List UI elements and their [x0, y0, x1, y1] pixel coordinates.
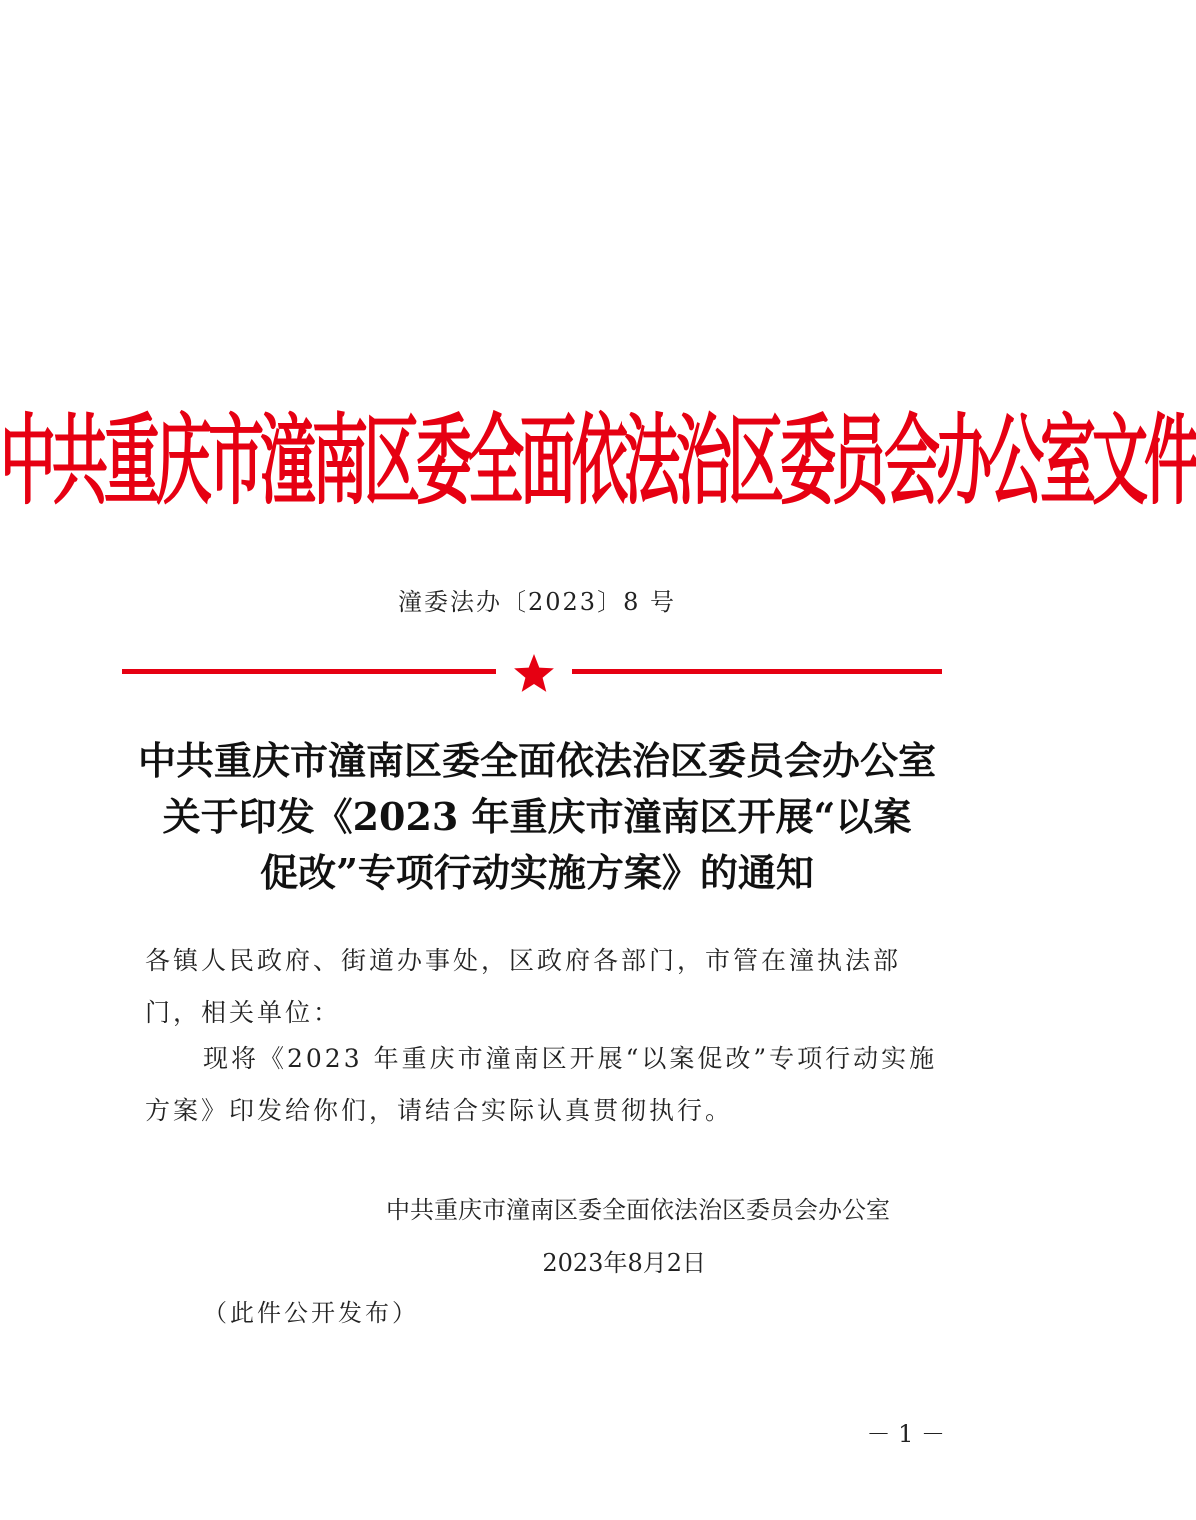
- red-divider-right: [572, 669, 942, 674]
- document-title: [100, 733, 974, 901]
- masthead-title: [0, 398, 1196, 528]
- page-number: － 1 －: [866, 1420, 945, 1448]
- public-release-note: （此件公开发布）: [203, 1299, 419, 1327]
- body-paragraph: 现将《2023 年重庆市潼南区开展“以案促改”专项行动实施方案》印发给你们，请结合实际认真贯彻执行。: [145, 1044, 938, 1125]
- document-number: 潼委法办〔2023〕8 号: [398, 588, 676, 616]
- title-line-1: 中共重庆市潼南区委全面依法治区委员会办公室: [137, 738, 936, 783]
- masthead-text: 中共重庆市潼南区委全面依法治区委员会办公室文件: [0, 405, 1196, 519]
- title-line-3: 促改”专项行动实施方案》的通知: [260, 850, 814, 895]
- signature-date: 2023年8月2日: [542, 1249, 706, 1277]
- red-divider-left: [122, 669, 496, 674]
- signature-organization: 中共重庆市潼南区委全面依法治区委员会办公室: [386, 1196, 890, 1224]
- star-icon: [512, 652, 556, 696]
- title-line-2: 关于印发《2023 年重庆市潼南区开展“以案: [162, 794, 912, 839]
- salutation: 各镇人民政府、街道办事处，区政府各部门，市管在潼执法部门，相关单位：: [145, 946, 902, 1027]
